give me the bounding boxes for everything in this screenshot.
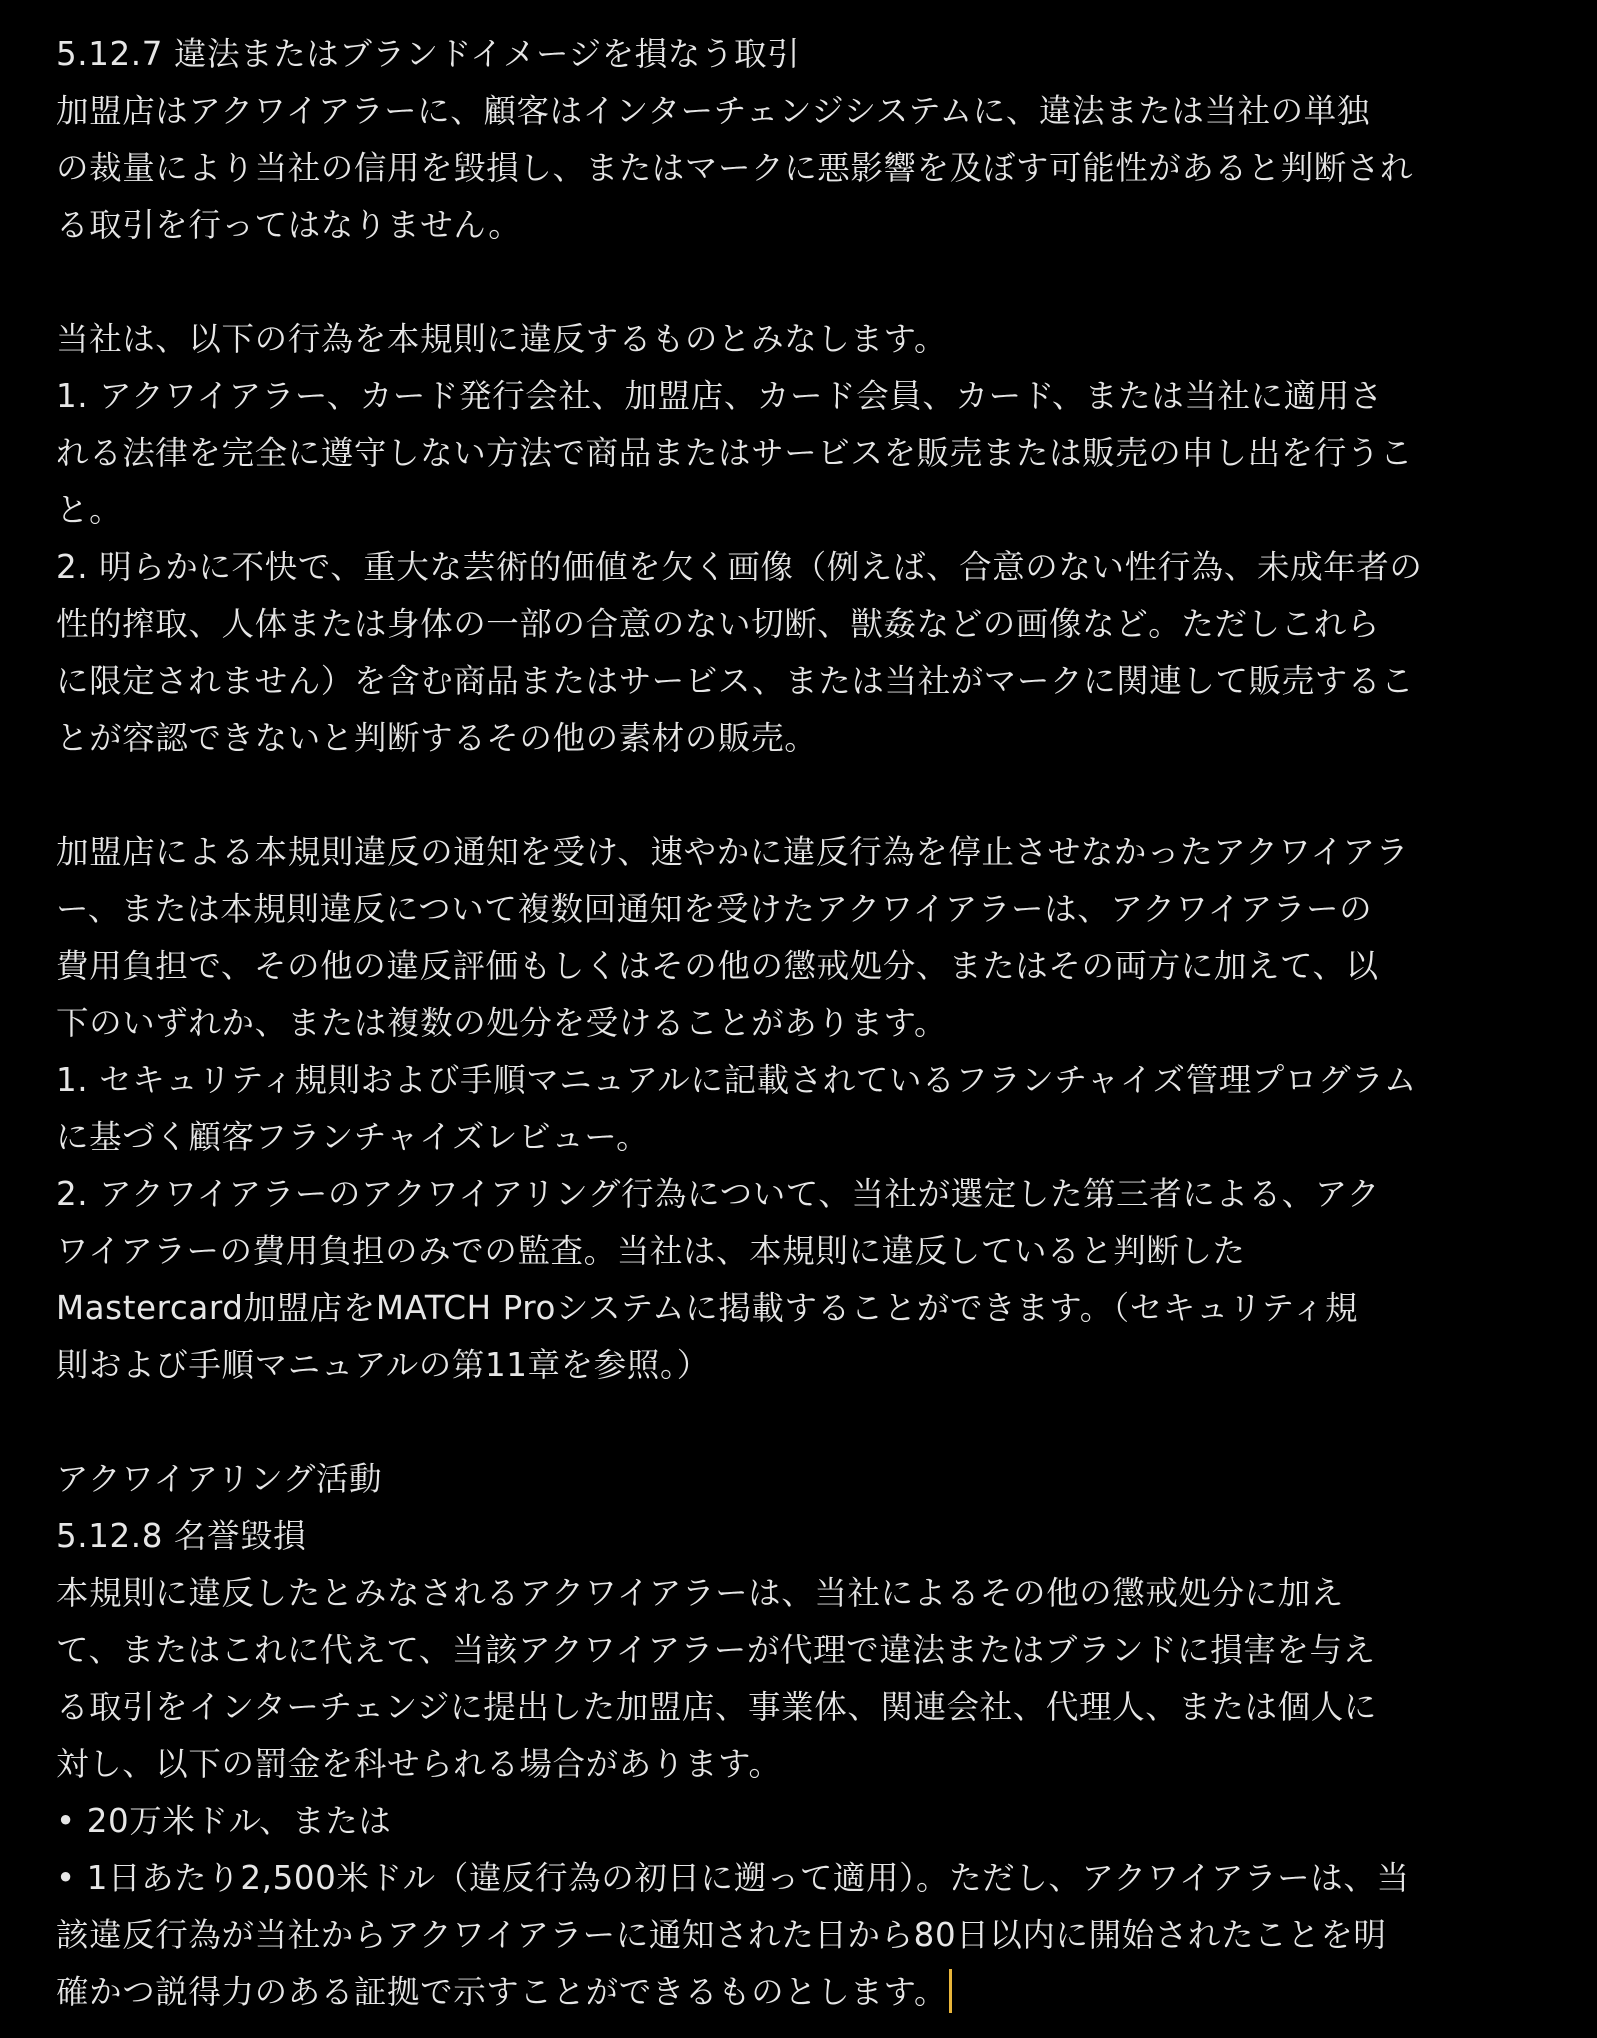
text-line-content: ワイアラーの費用負担のみでの監査。当社は、本規則に違反していると判断した [56,1232,1246,1270]
text-line [56,824,1516,881]
text-line-content: る取引をインターチェンジに提出した加盟店、事業体、関連会社、代理人、または個人に [56,1688,1377,1726]
text-line-content: に基づく顧客フランチャイズレビュー。 [56,1118,650,1156]
text-line-content: Mastercard加盟店をMATCH Proシステムに掲載することができます。（セキュリティ規 [56,1289,1359,1327]
text-line [56,1736,1516,1793]
text-line-content: る取引を行ってはなりません。 [56,206,522,244]
text-line-content: 2. アクワイアラーのアクワイアリング行為について、当社が選定した第三者による、アク [56,1175,1380,1213]
text-line-content: の裁量により当社の信用を毀損し、またはマークに悪影響を及ぼす可能性があると判断され [56,149,1414,187]
text-line-content: 対し、以下の罰金を科せられる場合があります。 [56,1745,782,1783]
text-line [56,1052,1516,1109]
text-line [56,1109,1516,1166]
text-line [56,368,1516,425]
text-line [56,1793,1516,1850]
blank-line [56,1394,1516,1451]
text-line [56,881,1516,938]
text-line-content: 該違反行為が当社からアクワイアラーに通知された日から80日以内に開始されたことを明 [56,1916,1387,1954]
text-line-content: 当社は、以下の行為を本規則に違反するものとみなします。 [56,320,948,358]
text-line [56,539,1516,596]
text-line-content: に限定されません）を含む商品またはサービス、または当社がマークに関連して販売するこ [56,662,1415,700]
text-line-content: と。 [56,491,123,529]
text-line [56,710,1516,767]
text-line [56,197,1516,254]
text-line [56,83,1516,140]
text-line [56,1565,1516,1622]
text-line-content: 性的搾取、人体または身体の一部の合意のない切断、獣姦などの画像など。ただしこれら [56,605,1381,643]
text-line-content: れる法律を完全に遵守しない方法で商品またはサービスを販売または販売の申し出を行うこ [56,434,1414,472]
text-line [56,1679,1516,1736]
text-line [56,140,1516,197]
text-line-content: ー、または本規則違反について複数回通知を受けたアクワイアラーは、アクワイアラーの [56,890,1373,928]
text-line [56,1166,1516,1223]
text-line-content: 1. アクワイアラー、カード発行会社、加盟店、カード会員、カード、または当社に適用さ [56,377,1383,415]
blank-line [56,254,1516,311]
text-line-content: アクワイアリング活動 [56,1460,383,1498]
blank-line [56,767,1516,824]
text-line-content: 加盟店による本規則違反の通知を受け、速やかに違反行為を停止させなかったアクワイアラ [56,833,1409,871]
text-line [56,1337,1516,1394]
text-line [56,596,1516,653]
text-line-content: • 1日あたり2,500米ドル（違反行為の初日に遡って適用）。ただし、アクワイアラーは、当 [56,1859,1410,1897]
text-line-content: 2. 明らかに不快で、重大な芸術的価値を欠く画像（例えば、合意のない性行為、未成年者の [56,548,1423,586]
text-line-content: 加盟店はアクワイアラーに、顧客はインターチェンジシステムに、違法または当社の単独 [56,92,1370,130]
text-line-content: 1. セキュリティ規則および手順マニュアルに記載されているフランチャイズ管理プログラム [56,1061,1417,1099]
text-line [56,1850,1516,1907]
text-line [56,995,1516,1052]
text-line [56,1622,1516,1679]
text-line [56,938,1516,995]
text-line [56,311,1516,368]
text-line [56,1964,1516,2021]
text-line-content: 則および手順マニュアルの第11章を参照。） [56,1346,710,1384]
text-line [56,1280,1516,1337]
text-cursor [949,1969,952,2013]
text-line [56,26,1516,83]
text-line-content: て、またはこれに代えて、当該アクワイアラーが代理で違法またはブランドに損害を与え [56,1631,1376,1669]
text-line-content: 費用負担で、その他の違反評価もしくはその他の懲戒処分、またはその両方に加えて、以 [56,947,1379,985]
text-line-content: とが容認できないと判断するその他の素材の販売。 [56,719,818,757]
text-line-content: • 20万米ドル、または [56,1802,392,1840]
text-line [56,1451,1516,1508]
document-body[interactable] [56,26,1516,2021]
text-line [56,1223,1516,1280]
text-line-content: 本規則に違反したとみなされるアクワイアラーは、当社によるその他の懲戒処分に加え [56,1574,1344,1612]
text-line [56,653,1516,710]
text-line [56,1508,1516,1565]
text-line-content: 5.12.7 違法またはブランドイメージを損なう取引 [56,35,801,73]
text-line [56,425,1516,482]
text-line-content: 5.12.8 名誉毀損 [56,1517,307,1555]
text-line [56,482,1516,539]
text-line-content: 確かつ説得力のある証拠で示すことができるものとします。 [56,1973,948,2011]
text-line [56,1907,1516,1964]
text-line-content: 下のいずれか、または複数の処分を受けることがあります。 [56,1004,948,1042]
